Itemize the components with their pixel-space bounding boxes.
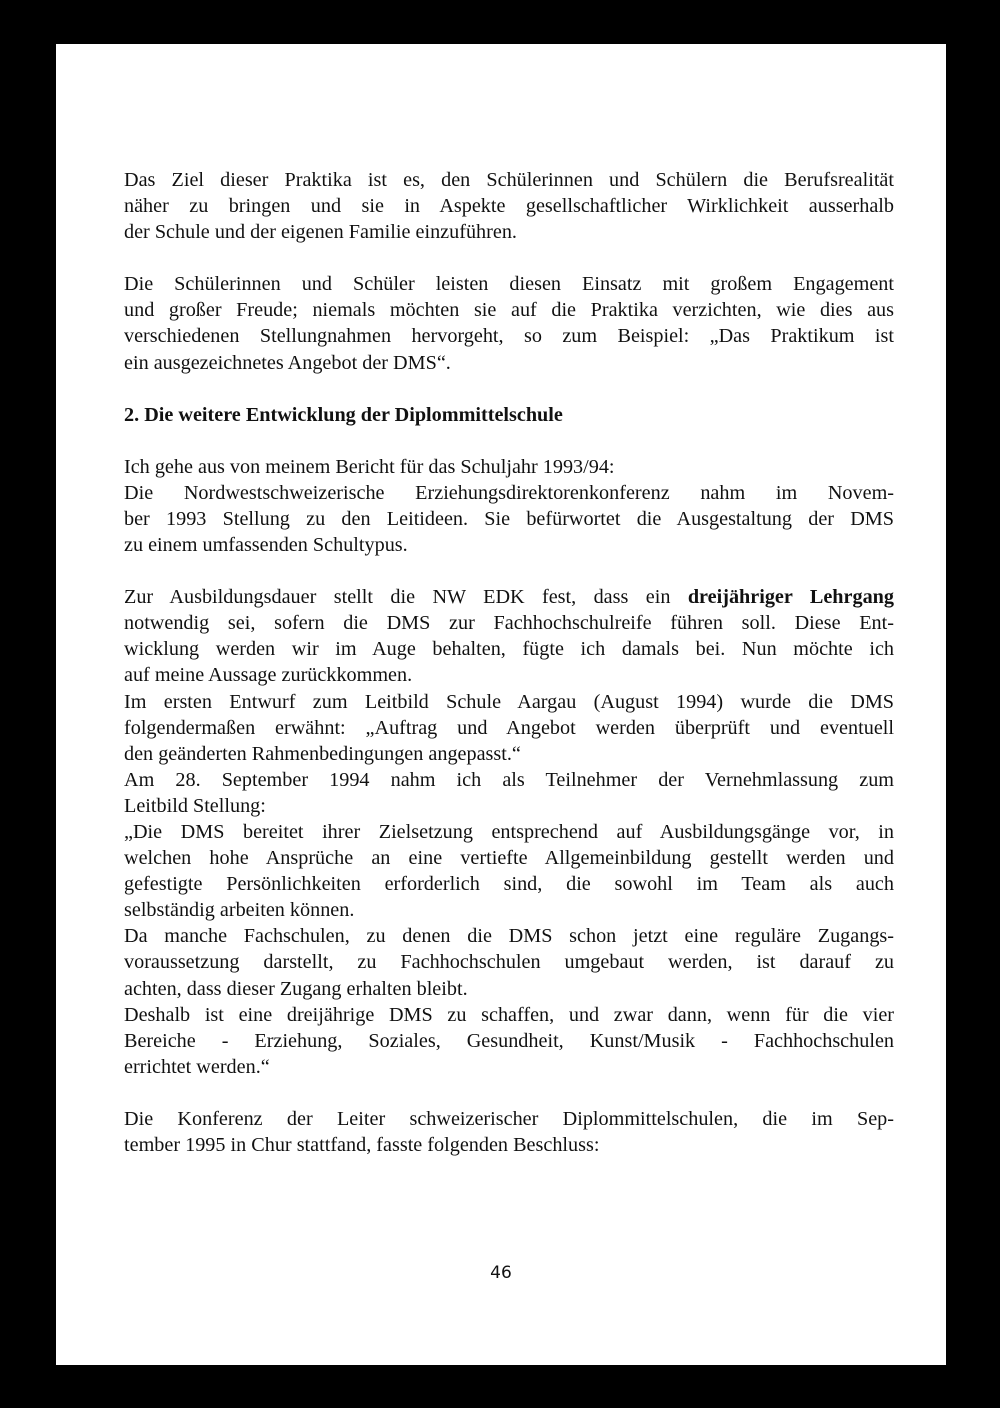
text-line: welchen hohe Ansprüche an eine vertiefte Allgemeinbildung gestellt werden und <box>124 847 894 870</box>
text-run: Zur Ausbildungsdauer stellt die NW EDK fest, dass ein <box>124 586 688 609</box>
text-line: Ich gehe aus von meinem Bericht für das Schuljahr 1993/94: <box>124 455 615 478</box>
text-line: „Die DMS bereitet ihrer Zielsetzung entsprechend auf Ausbildungsgänge vor, in <box>124 820 894 843</box>
text-line: Das Ziel dieser Praktika ist es, den Schülerinnen und Schülern die Berufsrealität <box>124 169 894 191</box>
text-line: Die Nordwestschweizerische Erziehungsdirektorenkonferenz nahm im Novem- <box>124 481 894 504</box>
text-line: und großer Freude; niemals möchten sie auf die Praktika verzichten, wie dies aus <box>124 299 894 322</box>
section-heading: 2. Die weitere Entwicklung der Diplommittelschule <box>124 403 563 426</box>
text-line: folgendermaßen erwähnt: „Auftrag und Angebot werden überprüft und eventuell <box>124 716 894 739</box>
text-line: auf meine Aussage zurückkommen. <box>124 664 413 687</box>
text-line: achten, dass dieser Zugang erhalten bleibt. <box>124 977 468 1000</box>
page-body <box>124 167 894 1158</box>
paragraph-student-engagement <box>124 271 894 375</box>
text-line: gefestigte Persönlichkeiten erforderlich sind, die sowohl im Team als auch <box>124 873 894 896</box>
text-line: näher zu bringen und sie in Aspekte gesellschaftlicher Wirklichkeit ausserhalb <box>124 195 894 218</box>
text-line: ber 1993 Stellung zu den Leitideen. Sie befürwortet die Ausgestaltung der DMS <box>124 507 894 530</box>
paragraph-conference-decision <box>124 1106 894 1158</box>
text-line: den geänderten Rahmenbedingungen angepasst.“ <box>124 742 521 765</box>
text-line: Leitbild Stellung: <box>124 794 266 817</box>
text-line: Am 28. September 1994 nahm ich als Teilnehmer der Vernehmlassung zum <box>124 768 894 791</box>
text-line: ein ausgezeichnetes Angebot der DMS“. <box>124 351 451 374</box>
paragraph-training-duration <box>124 584 894 1080</box>
text-line: tember 1995 in Chur stattfand, fasste folgenden Beschluss: <box>124 1134 600 1156</box>
text-line: Bereiche - Erziehung, Soziales, Gesundheit, Kunst/Musik - Fachhochschulen <box>124 1029 894 1052</box>
text-line: Deshalb ist eine dreijährige DMS zu schaffen, und zwar dann, wenn für die vier <box>124 1003 894 1026</box>
text-line: selbständig arbeiten können. <box>124 899 355 922</box>
text-line-with-emphasis <box>124 584 894 610</box>
text-line: Da manche Fachschulen, zu denen die DMS schon jetzt eine reguläre Zugangs- <box>124 925 894 948</box>
text-line: voraussetzung darstellt, zu Fachhochschulen umgebaut werden, ist darauf zu <box>124 951 894 974</box>
text-line: notwendig sei, sofern die DMS zur Fachhochschulreife führen soll. Diese Ent- <box>124 612 894 635</box>
paragraph-report-reference <box>124 454 894 558</box>
emphasis-three-year-course: dreijähriger Lehrgang <box>687 586 895 609</box>
page-number: 46 <box>490 1263 512 1283</box>
text-line: wicklung werden wir im Auge behalten, fügte ich damals bei. Nun möchte ich <box>124 638 894 661</box>
text-line: verschiedenen Stellungnahmen hervorgeht, so zum Beispiel: „Das Praktikum ist <box>124 325 894 348</box>
text-line: Die Konferenz der Leiter schweizerischer Diplommittelschulen, die im Sep- <box>124 1107 894 1130</box>
text-line: Die Schülerinnen und Schüler leisten diesen Einsatz mit großem Engagement <box>124 273 894 296</box>
text-line: Im ersten Entwurf zum Leitbild Schule Aargau (August 1994) wurde die DMS <box>124 690 894 713</box>
paragraph-praktika-goal <box>124 167 894 245</box>
text-line: zu einem umfassenden Schultypus. <box>124 534 408 557</box>
text-line: der Schule und der eigenen Familie einzuführen. <box>124 221 517 244</box>
text-line: errichtet werden.“ <box>124 1055 270 1078</box>
document-page <box>56 44 946 1365</box>
